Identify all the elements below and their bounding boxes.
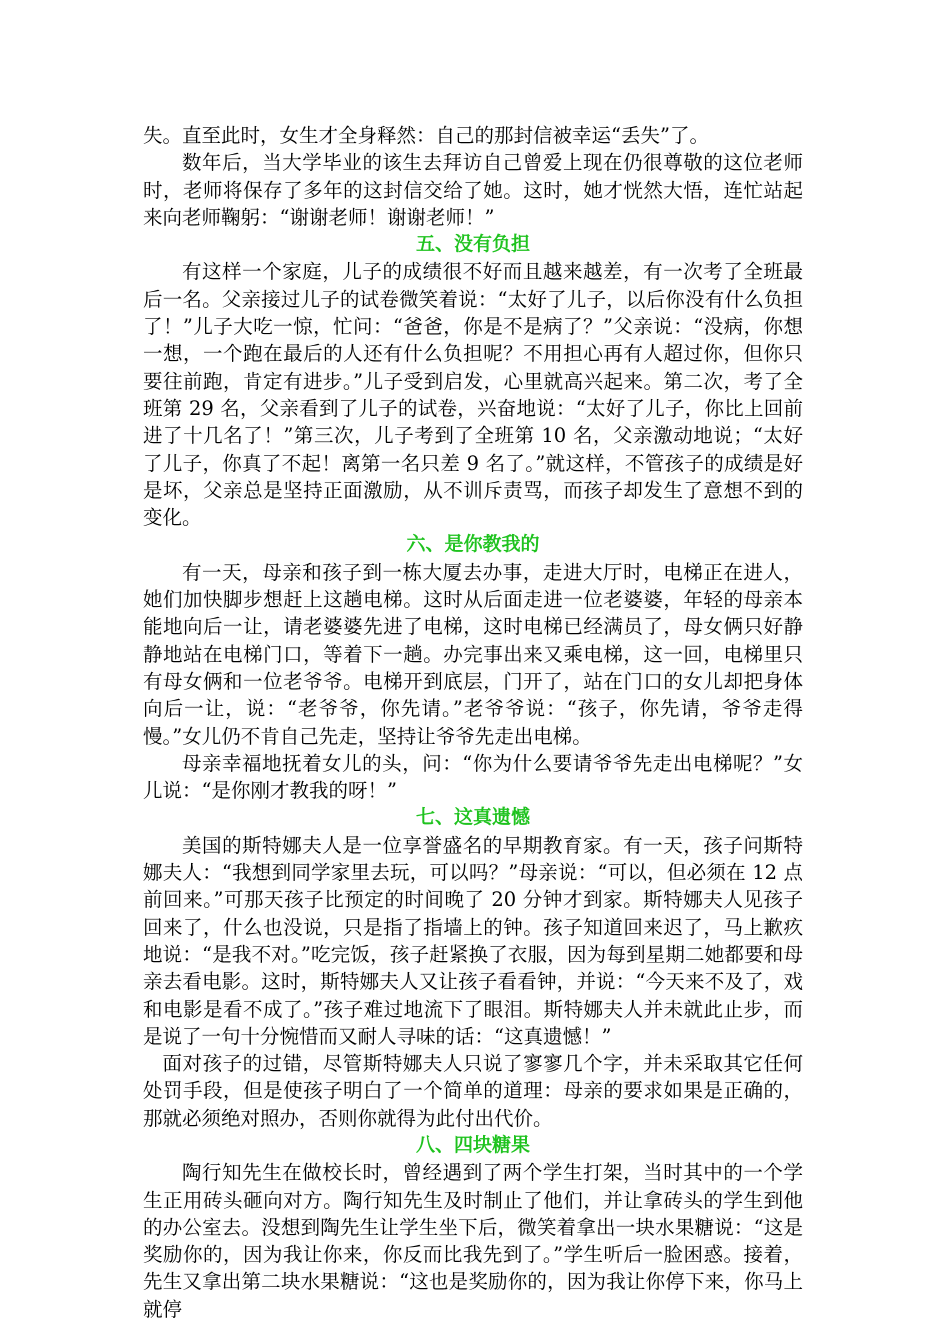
section-heading-8: 八、四块糖果	[415, 1133, 530, 1156]
paragraph-stoner-lesson: 面对孩子的过错，尽管斯特娜夫人只说了寥寥几个字，并未采取其它任何处罚手段，但是使孩子明白了一个简单的道理：母亲的要求如果是正确的，那就必须绝对照办，否则你就得为此付出代价。	[143, 1052, 803, 1130]
document-page	[143, 122, 803, 1323]
paragraph-letter-lost: 失。直至此时，女生才全身释然：自己的那封信被幸运“丢失”了。	[143, 124, 709, 147]
paragraph-visit-teacher: 数年后，当大学毕业的该生去拜访自己曾爱上现在仍很尊敬的这位老师时，老师将保存了多年的这封信交给了她。这时，她才恍然大悟，连忙站起来向老师鞠躬：“谢谢老师！谢谢老师！”	[143, 151, 803, 229]
section-heading-5: 五、没有负担	[415, 233, 530, 256]
paragraph-you-taught-me: 母亲幸福地抚着女儿的头，问：“你为什么要请爷爷先走出电梯呢？”女儿说：“是你刚才教我的呀！”	[143, 751, 803, 803]
paragraph-elevator: 有一天，母亲和孩子到一栋大厦去办事，走进大厅时，电梯正在进人，她们加快脚步想赶上这趟电梯。这时从后面走进一位老婆婆，年轻的母亲本能地向后一让，请老婆婆先进了电梯，这时电梯已经满员了，母女俩只好静静地站在电梯门口，等着下一趟。办完事出来又乘电梯，这一回，电梯里只有母女俩和一位老爷爷。电梯开到底层，门开了，站在门口的女儿却把身体向后一让，说：“老爷爷，你先请。”老爷爷说：“孩子，你先请，爷爷走得慢。”女儿仍不肯自己先走，坚持让爷爷先走出电梯。	[143, 560, 803, 748]
paragraph-stoner-story: 美国的斯特娜夫人是一位享誉盛名的早期教育家。有一天，孩子问斯特娜夫人：“我想到同学家里去玩，可以吗？”母亲说：“可以，但必须在 12 点前回来。”可那天孩子比预定的时间晚了 20 分钟才到家。斯特娜夫人见孩子回来了，什么也没说，只是指了指墙上的钟。孩子知道回来迟了，马上歉疚地说：“是我不对。”吃完饭，孩子赶紧换了衣服，因为每到星期二她都要和母亲去看电影。这时，斯特娜夫人又让孩子看看钟，并说：“今天来不及了，戏和电影是看不成了。”孩子难过地流下了眼泪。斯特娜夫人并未就此止步，而是说了一句十分惋惜而又耐人寻味的话：“这真遗憾！”	[143, 833, 803, 1048]
paragraph-four-candies: 陶行知先生在做校长时，曾经遇到了两个学生打架，当时其中的一个学生正用砖头砸向对方。陶行知先生及时制止了他们，并让拿砖头的学生到他的办公室去。没想到陶先生让学生坐下后，微笑着拿出一块水果糖说：“这是奖励你的，因为我让你来，你反而比我先到了。”学生听后一脸困惑。接着，先生又拿出第二块水果糖说：“这也是奖励你的，因为我让你停下来，你马上就停	[143, 1161, 803, 1321]
section-heading-7: 七、这真遗憾	[415, 806, 530, 829]
section-heading-6: 六、是你教我的	[406, 533, 540, 556]
paragraph-no-burden: 有这样一个家庭，儿子的成绩很不好而且越来越差，有一次考了全班最后一名。父亲接过儿子的试卷微笑着说：“太好了儿子，以后你没有什么负担了！”儿子大吃一惊，忙问：“爸爸，你是不是病了？”父亲说：“没病，你想一想，一个跑在最后的人还有什么负担呢？不用担心再有人超过你，但你只要往前跑，肯定有进步。”儿子受到启发，心里就高兴起来。第二次，考了全班第 29 名，父亲看到了儿子的试卷，兴奋地说：“太好了儿子，你比上回前进了十几名了！”第三次，儿子考到了全班第 10 名，父亲激动地说；“太好了儿子，你真了不起！离第一名只差 9 名了。”就这样，不管孩子的成绩是好是坏，父亲总是坚持正面激励，从不训斥责骂，而孩子却发生了意想不到的变化。	[143, 260, 803, 530]
